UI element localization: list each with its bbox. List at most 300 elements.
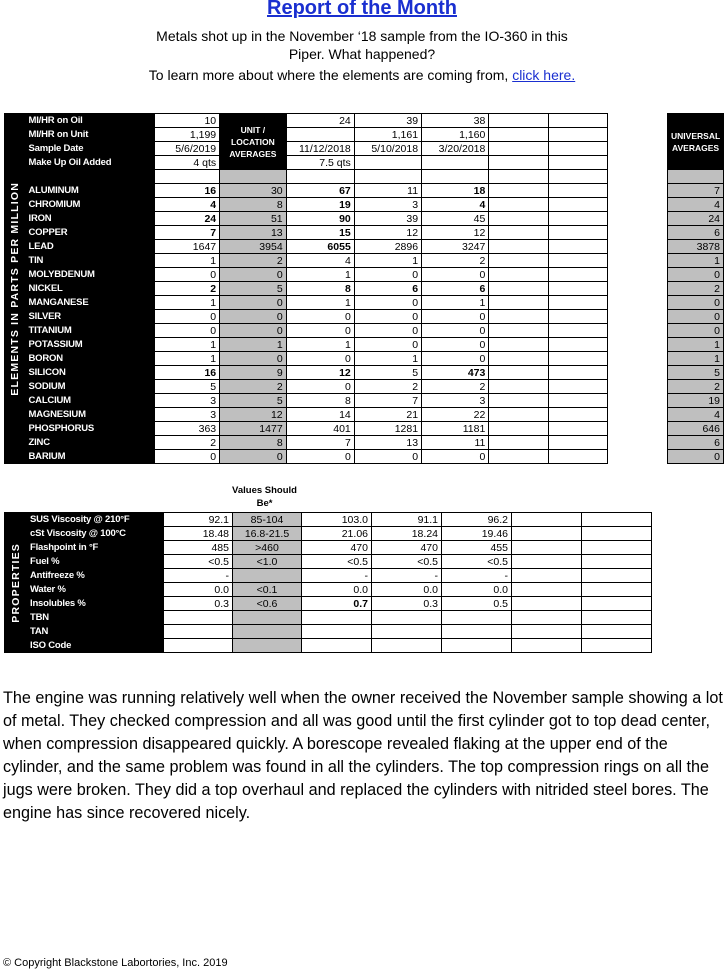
property-value: 91.1 [372, 513, 442, 527]
element-value: 0 [286, 352, 354, 366]
property-value: 470 [372, 541, 442, 555]
property-value: 0.3 [372, 597, 442, 611]
element-row [5, 212, 724, 226]
empty-cell [220, 170, 287, 184]
element-value: 0 [354, 450, 421, 464]
spacer-cell [608, 114, 668, 170]
subtitle-line-3-text: To learn more about where the elements are coming from, [148, 67, 513, 83]
element-value: 5 [354, 366, 421, 380]
element-row [5, 240, 724, 254]
property-value [302, 611, 372, 625]
spacer-cell [608, 240, 668, 254]
property-row [5, 541, 652, 555]
element-label: TITANIUM [25, 324, 154, 338]
element-row [5, 324, 724, 338]
property-value: 103.0 [302, 513, 372, 527]
empty-cell [548, 394, 608, 408]
empty-cell [548, 198, 608, 212]
unit-average-value: 0 [220, 352, 287, 366]
empty-cell [489, 394, 549, 408]
property-value: <0.5 [372, 555, 442, 569]
empty-cell [489, 310, 549, 324]
info-label: Sample Date [25, 142, 154, 156]
element-label: IRON [25, 212, 154, 226]
should-be-value [233, 625, 302, 639]
universal-average-value: 6 [668, 436, 724, 450]
empty-cell [548, 142, 608, 156]
empty-cell [582, 597, 652, 611]
empty-cell [548, 282, 608, 296]
spacer-cell [608, 310, 668, 324]
empty-cell [548, 338, 608, 352]
element-value: 0 [422, 310, 489, 324]
element-row [5, 184, 724, 198]
info-cell: 39 [354, 114, 421, 128]
universal-average-value: 7 [668, 184, 724, 198]
empty-cell [512, 625, 582, 639]
universal-average-value: 1 [668, 338, 724, 352]
element-value: 1647 [154, 240, 219, 254]
should-be-value: 85-104 [233, 513, 302, 527]
element-label: BORON [25, 352, 154, 366]
empty-cell [489, 296, 549, 310]
unit-average-value: 5 [220, 282, 287, 296]
property-value [372, 639, 442, 653]
should-be-value: <0.1 [233, 583, 302, 597]
element-value: 2 [422, 254, 489, 268]
click-here-link[interactable]: click here. [512, 67, 576, 83]
element-value: 0 [154, 450, 219, 464]
element-value: 67 [286, 184, 354, 198]
empty-cell [548, 422, 608, 436]
element-value: 0 [354, 310, 421, 324]
unit-average-value: 3954 [220, 240, 287, 254]
spacer-cell [608, 436, 668, 450]
element-row [5, 436, 724, 450]
empty-cell [582, 541, 652, 555]
universal-average-value: 646 [668, 422, 724, 436]
element-value: 1 [154, 352, 219, 366]
empty-cell [489, 114, 549, 128]
property-label: ISO Code [27, 639, 164, 653]
info-cell [422, 156, 489, 170]
info-cell [354, 156, 421, 170]
should-be-value [233, 639, 302, 653]
universal-average-value: 4 [668, 408, 724, 422]
property-label: Fuel % [27, 555, 164, 569]
element-value: 2 [354, 380, 421, 394]
empty-cell [548, 212, 608, 226]
element-value: 11 [422, 436, 489, 450]
element-row [5, 450, 724, 464]
property-value [442, 639, 512, 653]
element-row [5, 282, 724, 296]
empty-cell [286, 170, 354, 184]
empty-cell [489, 240, 549, 254]
property-value: <0.5 [164, 555, 233, 569]
element-row [5, 268, 724, 282]
element-value: 2 [422, 380, 489, 394]
element-value: 1281 [354, 422, 421, 436]
property-value: 0.0 [302, 583, 372, 597]
info-cell: 1,161 [354, 128, 421, 142]
empty-cell [489, 352, 549, 366]
element-value: 5 [154, 380, 219, 394]
properties-table [4, 512, 652, 653]
element-value: 0 [354, 338, 421, 352]
empty-cell [548, 366, 608, 380]
element-value: 12 [354, 226, 421, 240]
empty-cell [548, 436, 608, 450]
empty-cell [512, 639, 582, 653]
element-value: 0 [154, 324, 219, 338]
element-value: 15 [286, 226, 354, 240]
property-value: - [442, 569, 512, 583]
blank-row [5, 170, 724, 184]
property-value: 485 [164, 541, 233, 555]
unit-average-value: 2 [220, 380, 287, 394]
empty-cell [489, 184, 549, 198]
info-cell: 7.5 qts [286, 156, 354, 170]
properties-side-label: PROPERTIES [5, 513, 27, 653]
element-label: TIN [25, 254, 154, 268]
empty-cell [548, 254, 608, 268]
empty-cell [548, 408, 608, 422]
empty-cell [489, 380, 549, 394]
should-be-value [233, 611, 302, 625]
element-label: ZINC [25, 436, 154, 450]
property-value: 19.46 [442, 527, 512, 541]
universal-average-value: 0 [668, 324, 724, 338]
element-value: 2 [154, 436, 219, 450]
element-value: 4 [286, 254, 354, 268]
empty-cell [489, 156, 549, 170]
empty-cell [154, 170, 219, 184]
universal-average-value: 0 [668, 450, 724, 464]
values-should-be-label: Values Should Be* [232, 485, 297, 509]
element-value: 0 [422, 338, 489, 352]
empty-cell [512, 611, 582, 625]
report-story: The engine was running relatively well when the owner received the November sample showing a lot of metal. They checked compression and all was good until the first cylinder got to top dead center, when compression disappeared quickly. A borescope revealed flaking at the upper end of the cylinder, and the same problem was found in all the cylinders. The top compression rings on all the jugs were broken. They did a top overhaul and replaced the cylinders with nitrided steel bores. The engine has since recovered nicely. [3, 689, 723, 822]
element-row [5, 394, 724, 408]
subtitle-line-3 [0, 66, 724, 85]
property-label: Insolubles % [27, 597, 164, 611]
info-cell [286, 128, 354, 142]
property-row [5, 569, 652, 583]
unit-average-value: 0 [220, 450, 287, 464]
element-value: 39 [354, 212, 421, 226]
property-value: <0.5 [302, 555, 372, 569]
info-cell: 11/12/2018 [286, 142, 354, 156]
info-label: MI/HR on Unit [25, 128, 154, 142]
elements-table [4, 113, 724, 464]
info-cell: 10 [154, 114, 219, 128]
info-row [5, 114, 724, 128]
property-label: Water % [27, 583, 164, 597]
spacer-cell [608, 282, 668, 296]
universal-average-value: 0 [668, 268, 724, 282]
universal-average-value: 5 [668, 366, 724, 380]
element-value: 6055 [286, 240, 354, 254]
empty-cell [548, 310, 608, 324]
report-title: Report of the Month [267, 0, 457, 19]
empty-cell [548, 352, 608, 366]
element-value: 19 [286, 198, 354, 212]
spacer-cell [608, 198, 668, 212]
empty-cell [582, 555, 652, 569]
unit-average-value: 9 [220, 366, 287, 380]
element-value: 1 [286, 296, 354, 310]
element-label: COPPER [25, 226, 154, 240]
element-row [5, 380, 724, 394]
property-value [164, 611, 233, 625]
property-row [5, 639, 652, 653]
empty-cell [489, 170, 549, 184]
empty-cell [354, 170, 421, 184]
property-value: 0.7 [302, 597, 372, 611]
empty-cell [489, 226, 549, 240]
unit-average-value: 13 [220, 226, 287, 240]
property-value [372, 625, 442, 639]
element-label: CALCIUM [25, 394, 154, 408]
element-value: 0 [422, 450, 489, 464]
empty-cell [489, 324, 549, 338]
spacer-cell [608, 422, 668, 436]
empty-cell [548, 184, 608, 198]
empty-cell [582, 583, 652, 597]
empty-cell [489, 366, 549, 380]
element-value: 1 [354, 352, 421, 366]
element-row [5, 366, 724, 380]
universal-average-value: 6 [668, 226, 724, 240]
spacer-cell [608, 394, 668, 408]
unit-average-value: 0 [220, 268, 287, 282]
element-row [5, 226, 724, 240]
element-value: 16 [154, 184, 219, 198]
should-be-value: 16.8-21.5 [233, 527, 302, 541]
element-label: MOLYBDENUM [25, 268, 154, 282]
element-value: 0 [286, 324, 354, 338]
element-value: 0 [422, 352, 489, 366]
universal-average-value: 2 [668, 282, 724, 296]
empty-cell [489, 128, 549, 142]
empty-cell [582, 639, 652, 653]
element-value: 1 [354, 254, 421, 268]
element-value: 2896 [354, 240, 421, 254]
property-row [5, 597, 652, 611]
property-row [5, 625, 652, 639]
unit-average-value: 0 [220, 296, 287, 310]
elements-side-label: ELEMENTS IN PARTS PER MILLION [5, 114, 26, 464]
empty-cell [489, 212, 549, 226]
info-cell: 24 [286, 114, 354, 128]
element-value: 8 [286, 394, 354, 408]
element-value: 0 [422, 268, 489, 282]
element-value: 18 [422, 184, 489, 198]
property-row [5, 555, 652, 569]
spacer-cell [608, 212, 668, 226]
property-value [302, 639, 372, 653]
unit-average-value: 5 [220, 394, 287, 408]
property-row [5, 527, 652, 541]
element-value: 22 [422, 408, 489, 422]
property-label: cSt Viscosity @ 100°C [27, 527, 164, 541]
element-value: 0 [354, 268, 421, 282]
element-value: 16 [154, 366, 219, 380]
empty-cell [489, 282, 549, 296]
element-value: 0 [354, 324, 421, 338]
empty-cell [548, 380, 608, 394]
empty-cell [422, 170, 489, 184]
spacer-cell [608, 170, 668, 184]
element-value: 12 [286, 366, 354, 380]
property-value: - [302, 569, 372, 583]
element-row [5, 422, 724, 436]
universal-average-value: 3878 [668, 240, 724, 254]
element-label: SILICON [25, 366, 154, 380]
property-value: 0.0 [442, 583, 512, 597]
element-value: 1 [154, 254, 219, 268]
spacer-cell [608, 366, 668, 380]
empty-cell [548, 128, 608, 142]
empty-cell [512, 569, 582, 583]
property-label: Flashpoint in °F [27, 541, 164, 555]
element-value: 0 [286, 450, 354, 464]
empty-cell [668, 170, 724, 184]
empty-cell [548, 450, 608, 464]
element-value: 0 [354, 296, 421, 310]
element-value: 3247 [422, 240, 489, 254]
element-row [5, 198, 724, 212]
element-label: SILVER [25, 310, 154, 324]
element-label: LEAD [25, 240, 154, 254]
spacer-cell [608, 450, 668, 464]
element-value: 1 [286, 268, 354, 282]
empty-cell [489, 436, 549, 450]
spacer-cell [608, 380, 668, 394]
empty-cell [548, 114, 608, 128]
info-cell: 4 qts [154, 156, 219, 170]
element-label: POTASSIUM [25, 338, 154, 352]
spacer-cell [608, 268, 668, 282]
universal-average-value: 24 [668, 212, 724, 226]
element-value: 4 [422, 198, 489, 212]
element-label: MANGANESE [25, 296, 154, 310]
universal-average-value: 0 [668, 310, 724, 324]
should-be-value [233, 569, 302, 583]
unit-average-value: 51 [220, 212, 287, 226]
element-label: BARIUM [25, 450, 154, 464]
element-label: SODIUM [25, 380, 154, 394]
element-value: 6 [422, 282, 489, 296]
element-value: 7 [154, 226, 219, 240]
unit-average-value: 30 [220, 184, 287, 198]
empty-cell [548, 296, 608, 310]
unit-averages-header: UNIT / LOCATION AVERAGES [220, 114, 287, 170]
property-value: 455 [442, 541, 512, 555]
empty-cell [489, 338, 549, 352]
unit-average-value: 8 [220, 198, 287, 212]
should-be-value: <0.6 [233, 597, 302, 611]
empty-cell [489, 422, 549, 436]
empty-cell [489, 198, 549, 212]
element-value: 401 [286, 422, 354, 436]
property-row [5, 611, 652, 625]
empty-cell [489, 268, 549, 282]
info-cell: 1,160 [422, 128, 489, 142]
element-label: CHROMIUM [25, 198, 154, 212]
property-value: 18.48 [164, 527, 233, 541]
element-value: 3 [154, 394, 219, 408]
element-value: 1 [154, 296, 219, 310]
empty-cell [512, 513, 582, 527]
property-value: - [372, 569, 442, 583]
empty-cell [512, 597, 582, 611]
element-value: 7 [354, 394, 421, 408]
empty-cell [548, 156, 608, 170]
element-row [5, 254, 724, 268]
element-value: 14 [286, 408, 354, 422]
element-row [5, 408, 724, 422]
element-label: NICKEL [25, 282, 154, 296]
element-value: 0 [286, 380, 354, 394]
unit-average-value: 1477 [220, 422, 287, 436]
spacer-cell [608, 324, 668, 338]
universal-average-value: 4 [668, 198, 724, 212]
empty-cell [582, 513, 652, 527]
element-value: 6 [354, 282, 421, 296]
element-value: 1 [286, 338, 354, 352]
spacer-cell [608, 184, 668, 198]
info-label: Make Up Oil Added [25, 156, 154, 170]
copyright-notice: © Copyright Blackstone Labortories, Inc. 2019 [3, 957, 228, 969]
unit-average-value: 8 [220, 436, 287, 450]
element-value: 7 [286, 436, 354, 450]
info-cell: 5/10/2018 [354, 142, 421, 156]
property-value: 0.5 [442, 597, 512, 611]
unit-average-value: 0 [220, 324, 287, 338]
empty-cell [582, 611, 652, 625]
should-be-value: <1.0 [233, 555, 302, 569]
unit-average-value: 1 [220, 338, 287, 352]
element-value: 1 [422, 296, 489, 310]
element-value: 0 [422, 324, 489, 338]
element-value: 3 [154, 408, 219, 422]
element-row [5, 352, 724, 366]
element-value: 2 [154, 282, 219, 296]
property-value [302, 625, 372, 639]
element-value: 1 [154, 338, 219, 352]
universal-averages-header: UNIVERSAL AVERAGES [668, 114, 724, 170]
spacer-cell [608, 352, 668, 366]
element-value: 8 [286, 282, 354, 296]
unit-average-value: 2 [220, 254, 287, 268]
universal-average-value: 2 [668, 380, 724, 394]
empty-cell [548, 324, 608, 338]
element-label: ALUMINUM [25, 184, 154, 198]
should-be-value: >460 [233, 541, 302, 555]
info-label: MI/HR on Oil [25, 114, 154, 128]
element-value: 473 [422, 366, 489, 380]
subtitle-line-1: Metals shot up in the November ‘18 sample from the IO-360 in this [156, 28, 568, 44]
unit-average-value: 12 [220, 408, 287, 422]
element-value: 363 [154, 422, 219, 436]
element-value: 21 [354, 408, 421, 422]
empty-cell [512, 527, 582, 541]
info-cell: 5/6/2019 [154, 142, 219, 156]
property-label: TAN [27, 625, 164, 639]
universal-average-value: 19 [668, 394, 724, 408]
